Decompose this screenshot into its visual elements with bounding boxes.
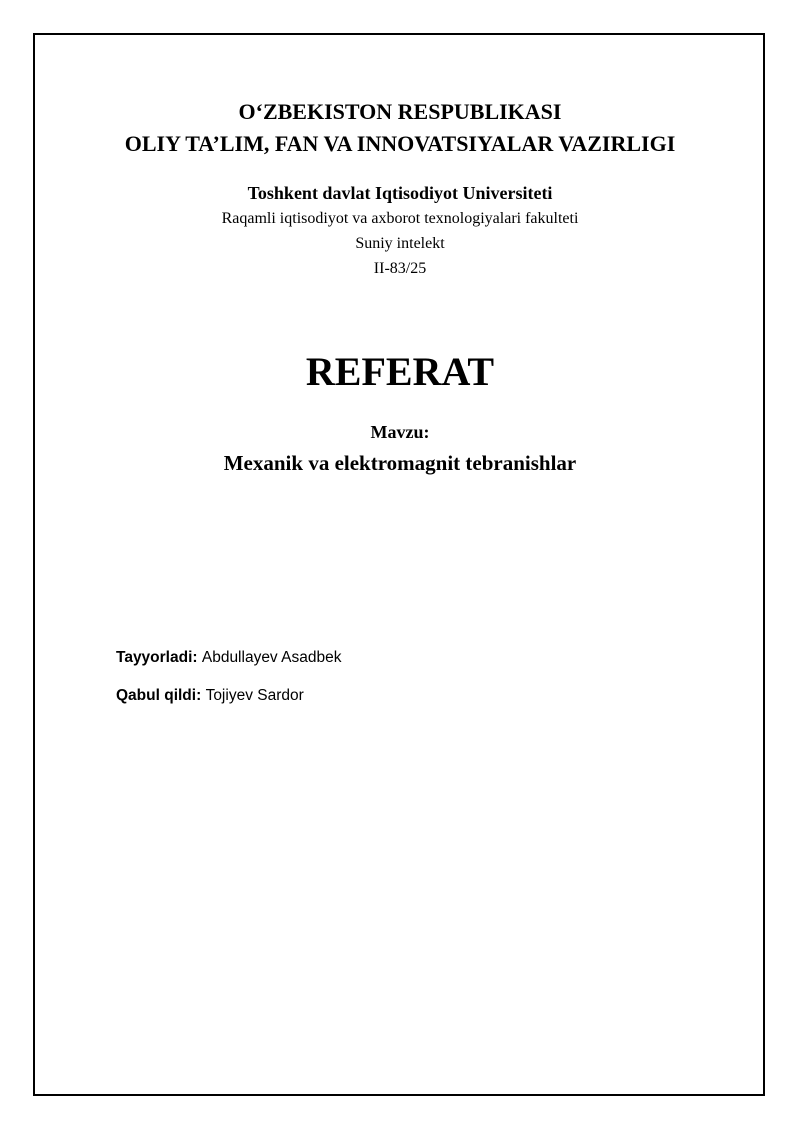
group-code: II-83/25 [373,260,427,277]
university-block [0,180,800,281]
faculty-name: Raqamli iqtisodiyot va axborot texnologiyalari fakulteti [221,210,579,227]
accepted-by-label: Qabul qildi: [116,687,206,704]
prepared-by-value: Abdullayev Asadbek [201,649,342,666]
topic-block [0,418,800,480]
university-name: Toshkent davlat Iqtisodiyot Universiteti [247,183,553,203]
accepted-by-value: Tojiyev Sardor [205,687,304,704]
topic-label: Mavzu: [370,422,430,442]
credits-block [116,646,341,722]
ministry-header [0,96,800,160]
prepared-by-row [116,646,341,670]
ministry-title: OLIY TA’LIM, FAN VA INNOVATSIYALAR VAZIRLIGI [124,131,676,156]
accepted-by-row [116,684,341,708]
department-name: Suniy intelekt [355,235,445,252]
country-title: O‘ZBEKISTON RESPUBLIKASI [238,99,562,124]
prepared-by-label: Tayyorladi: [116,649,202,666]
topic-title: Mexanik va elektromagnit tebranishlar [223,451,577,475]
document-type-title: REFERAT [305,349,495,394]
